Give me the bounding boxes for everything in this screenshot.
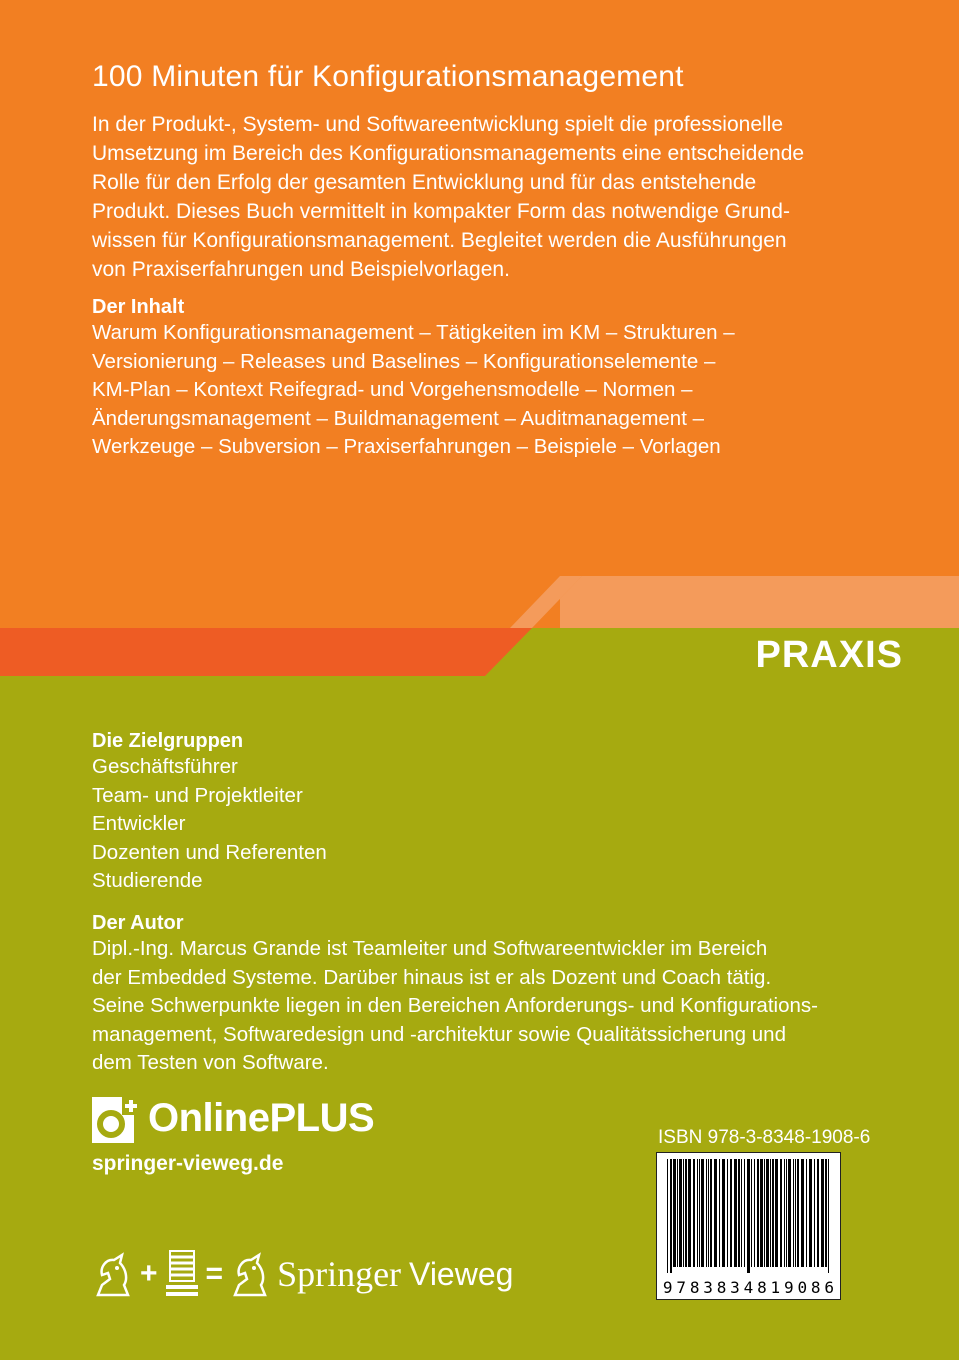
onlineplus-label: OnlinePLUS: [148, 1095, 375, 1140]
zielgruppe-item: Entwickler: [92, 812, 186, 836]
equals-sign: =: [205, 1257, 224, 1290]
zielgruppe-item: Dozenten und Referenten: [92, 840, 327, 864]
barcode-bar: [760, 1159, 763, 1267]
inhalt-line: Warum Konfigurationsmanagement – Tätigkeiten im KM – Strukturen –: [92, 321, 735, 344]
zielgruppe-item: Geschäftsführer: [92, 755, 238, 778]
barcode-digits: [657, 1278, 840, 1297]
barcode-bars: [657, 1153, 840, 1273]
isbn-text: ISBN 978-3-8348-1908-6: [658, 1127, 871, 1148]
barcode-digit: 7: [676, 1278, 686, 1297]
barcode-bar: [673, 1159, 676, 1267]
barcode-bar: [677, 1159, 678, 1267]
autor-bio: [92, 935, 818, 1078]
barcode-bar: [814, 1159, 815, 1267]
publisher-logos: [92, 1244, 513, 1304]
springer-horse-icon: [92, 1251, 134, 1297]
barcode-bar: [710, 1159, 712, 1267]
barcode-bar: [693, 1159, 695, 1267]
barcode-bar: [784, 1159, 785, 1267]
book-title: 100 Minuten für Konfigurationsmanagement: [92, 60, 684, 93]
autor-line: Dipl.-Ing. Marcus Grande ist Teamleiter und Softwareentwickler im Bereich: [92, 937, 768, 960]
barcode-bar: [806, 1159, 807, 1267]
plus-sign: +: [140, 1257, 158, 1290]
band-orange-filler: [0, 576, 560, 628]
barcode-bar: [751, 1159, 752, 1267]
intro-line: Umsetzung im Bereich des Konfigurationsmanagements eine entscheidende: [92, 142, 805, 165]
intro-line: von Praxiserfahrungen und Beispielvorlagen.: [92, 258, 510, 281]
autor-heading: Der Autor: [92, 912, 184, 934]
autor-line: Seine Schwerpunkte liegen in den Bereichen Anforderungs- und Konfigurations-: [92, 994, 818, 1018]
barcode-bar: [786, 1159, 787, 1267]
barcode-bar: [683, 1159, 684, 1267]
onlineplus-logo-icon: [92, 1097, 134, 1139]
barcode-bar: [780, 1159, 782, 1267]
barcode: [656, 1152, 841, 1300]
barcode-bar: [744, 1159, 745, 1267]
barcode-bar: [793, 1159, 794, 1267]
intro-line: Rolle für den Erfolg der gesamten Entwicklung und für das entstehende: [92, 171, 757, 194]
barcode-bar: [699, 1159, 700, 1267]
springer-horse-icon: [229, 1251, 271, 1297]
barcode-bar: [828, 1159, 829, 1273]
autor-line: dem Testen von Software.: [92, 1051, 329, 1075]
barcode-bar: [719, 1159, 720, 1267]
barcode-digit: 8: [716, 1278, 727, 1297]
barcode-digit: 9: [662, 1278, 673, 1297]
barcode-bar: [706, 1159, 707, 1267]
barcode-bar: [734, 1159, 737, 1267]
barcode-bar: [797, 1159, 799, 1267]
barcode-bar: [722, 1159, 725, 1267]
barcode-digit: 8: [810, 1278, 821, 1297]
autor-section: [92, 912, 818, 1078]
website-link[interactable]: springer-vieweg.de: [92, 1152, 284, 1175]
barcode-bar: [701, 1159, 704, 1267]
zielgruppe-item: Team- und Projektleiter: [92, 783, 303, 807]
barcode-bar: [788, 1159, 791, 1267]
barcode-bar: [801, 1159, 804, 1267]
inhalt-line: Änderungsmanagement – Buildmanagement – Auditmanagement –: [92, 406, 704, 430]
barcode-digit: 3: [730, 1278, 740, 1297]
barcode-bar: [730, 1159, 732, 1267]
barcode-bar: [697, 1159, 698, 1267]
barcode-bar: [754, 1159, 755, 1267]
barcode-bar: [821, 1159, 824, 1267]
barcode-bar: [772, 1159, 774, 1267]
zielgruppe-item: Studierende: [92, 869, 203, 893]
barcode-bar: [667, 1159, 668, 1273]
barcode-digit: 9: [783, 1278, 794, 1297]
barcode-bar: [670, 1159, 672, 1273]
inhalt-line: Werkzeuge – Subversion – Praxiserfahrungen – Beispiele – Vorlagen: [92, 435, 721, 459]
barcode-bar: [766, 1159, 769, 1267]
springer-wordmark: Springer: [277, 1254, 402, 1294]
inhalt-line: KM-Plan – Kontext Reifegrad- und Vorgehensmodelle – Normen –: [92, 378, 693, 402]
inhalt-heading: Der Inhalt: [92, 296, 185, 318]
zielgruppen-list: [92, 753, 327, 896]
vieweg-wordmark: Vieweg: [409, 1255, 514, 1292]
band-dark-segment: [0, 628, 532, 676]
barcode-bar: [817, 1159, 819, 1267]
barcode-digit: 8: [689, 1278, 700, 1297]
barcode-bar: [708, 1159, 709, 1267]
barcode-bar: [795, 1159, 796, 1267]
barcode-bar: [825, 1159, 827, 1267]
autor-line: management, Softwaredesign und -architektur sowie Qualitätssicherung und: [92, 1022, 786, 1046]
barcode-bar: [764, 1159, 765, 1267]
barcode-bar: [727, 1159, 728, 1267]
barcode-bar: [770, 1159, 771, 1267]
intro-line: wissen für Konfigurationsmanagement. Begleitet werden die Ausführungen: [92, 229, 787, 252]
barcode-bar: [741, 1159, 742, 1267]
barcode-bar: [714, 1159, 717, 1267]
barcode-digit: 6: [824, 1278, 834, 1297]
barcode-digit: 0: [797, 1278, 808, 1297]
barcode-bar: [757, 1159, 759, 1267]
barcode-bar: [688, 1159, 691, 1267]
barcode-bar: [679, 1159, 682, 1267]
barcode-bar: [775, 1159, 778, 1267]
inhalt-section: [92, 296, 735, 462]
inhalt-list: [92, 319, 735, 462]
onlineplus-logo: [92, 1094, 374, 1142]
barcode-digit: 8: [757, 1278, 767, 1297]
intro-line: Produkt. Dieses Buch vermittelt in kompakter Form das notwendige Grund-: [92, 200, 790, 223]
barcode-digit: 1: [770, 1278, 781, 1297]
zielgruppen-section: [92, 730, 327, 896]
autor-line: der Embedded Systeme. Darüber hinaus ist er als Dozent und Coach tätig.: [92, 965, 772, 989]
praxis-label: PRAXIS: [755, 634, 903, 676]
barcode-bar: [809, 1159, 812, 1267]
barcode-digit: 3: [703, 1278, 713, 1297]
inhalt-line: Versionierung – Releases und Baselines – Konfigurationselemente –: [92, 349, 716, 373]
vieweg-teubner-icon: [164, 1249, 200, 1299]
barcode-bar: [685, 1159, 687, 1267]
zielgruppen-heading: Die Zielgruppen: [92, 730, 244, 752]
barcode-digit: 4: [743, 1278, 754, 1297]
band-light-top: [532, 576, 959, 628]
barcode-bar: [738, 1159, 740, 1267]
barcode-bar: [747, 1159, 750, 1273]
intro-line: In der Produkt-, System- und Softwareentwicklung spielt die professionelle: [92, 113, 784, 136]
intro-paragraph: [92, 110, 892, 284]
